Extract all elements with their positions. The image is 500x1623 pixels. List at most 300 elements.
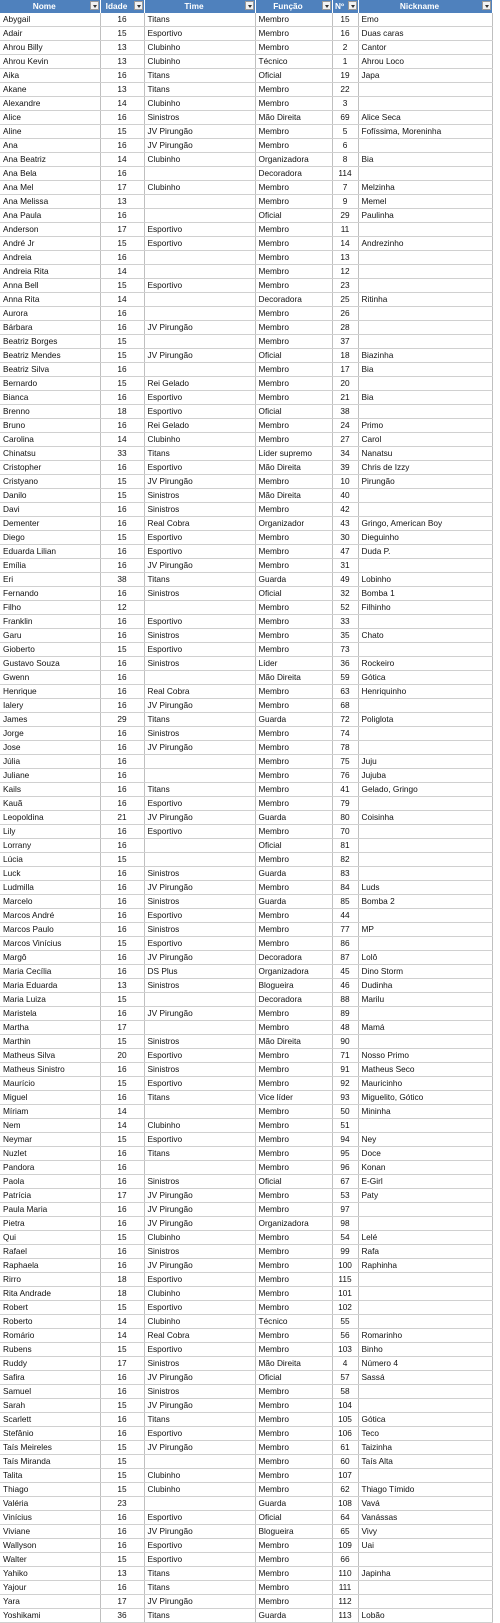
cell-numero[interactable]: 59 bbox=[332, 671, 358, 685]
cell-time[interactable]: Esportivo bbox=[144, 1343, 255, 1357]
cell-idade[interactable]: 15 bbox=[100, 335, 144, 349]
cell-funcao[interactable]: Membro bbox=[255, 265, 332, 279]
cell-time[interactable] bbox=[144, 209, 255, 223]
table-row[interactable] bbox=[0, 1427, 492, 1441]
cell-funcao[interactable]: Membro bbox=[255, 531, 332, 545]
cell-idade[interactable]: 16 bbox=[100, 1245, 144, 1259]
cell-nome[interactable]: Alice bbox=[0, 111, 100, 125]
cell-funcao[interactable]: Membro bbox=[255, 1105, 332, 1119]
cell-numero[interactable]: 29 bbox=[332, 209, 358, 223]
cell-funcao[interactable]: Mão Direita bbox=[255, 111, 332, 125]
cell-idade[interactable]: 15 bbox=[100, 1455, 144, 1469]
column-header-nickname[interactable]: Nickname bbox=[358, 0, 492, 13]
cell-idade[interactable]: 14 bbox=[100, 97, 144, 111]
cell-nickname[interactable] bbox=[358, 699, 492, 713]
cell-nickname[interactable]: Duda P. bbox=[358, 545, 492, 559]
cell-time[interactable]: JV Pirungão bbox=[144, 951, 255, 965]
cell-idade[interactable]: 14 bbox=[100, 1329, 144, 1343]
cell-funcao[interactable]: Membro bbox=[255, 1119, 332, 1133]
cell-nickname[interactable]: Ahrou Loco bbox=[358, 55, 492, 69]
cell-idade[interactable]: 15 bbox=[100, 1399, 144, 1413]
table-row[interactable] bbox=[0, 839, 492, 853]
cell-time[interactable]: JV Pirungão bbox=[144, 741, 255, 755]
cell-nickname[interactable]: Gótica bbox=[358, 671, 492, 685]
cell-funcao[interactable]: Membro bbox=[255, 881, 332, 895]
cell-numero[interactable]: 20 bbox=[332, 377, 358, 391]
cell-funcao[interactable]: Membro bbox=[255, 195, 332, 209]
cell-numero[interactable]: 97 bbox=[332, 1203, 358, 1217]
column-header-time[interactable]: Time bbox=[144, 0, 255, 13]
cell-time[interactable] bbox=[144, 839, 255, 853]
cell-time[interactable]: Sinistros bbox=[144, 1063, 255, 1077]
cell-nickname[interactable] bbox=[358, 909, 492, 923]
table-row[interactable] bbox=[0, 895, 492, 909]
cell-numero[interactable]: 55 bbox=[332, 1315, 358, 1329]
cell-numero[interactable]: 57 bbox=[332, 1371, 358, 1385]
cell-idade[interactable]: 16 bbox=[100, 895, 144, 909]
cell-funcao[interactable]: Membro bbox=[255, 503, 332, 517]
cell-nickname[interactable]: Gringo, American Boy bbox=[358, 517, 492, 531]
cell-time[interactable]: Titans bbox=[144, 69, 255, 83]
cell-nickname[interactable]: Nanatsu bbox=[358, 447, 492, 461]
table-row[interactable] bbox=[0, 181, 492, 195]
cell-idade[interactable]: 16 bbox=[100, 251, 144, 265]
cell-numero[interactable]: 68 bbox=[332, 699, 358, 713]
table-row[interactable] bbox=[0, 265, 492, 279]
cell-nome[interactable]: Carolina bbox=[0, 433, 100, 447]
cell-numero[interactable]: 60 bbox=[332, 1455, 358, 1469]
cell-nome[interactable]: Sarah bbox=[0, 1399, 100, 1413]
cell-funcao[interactable]: Membro bbox=[255, 419, 332, 433]
cell-numero[interactable]: 31 bbox=[332, 559, 358, 573]
table-row[interactable] bbox=[0, 1007, 492, 1021]
cell-nickname[interactable]: Primo bbox=[358, 419, 492, 433]
cell-nome[interactable]: Bianca bbox=[0, 391, 100, 405]
cell-time[interactable]: Esportivo bbox=[144, 1427, 255, 1441]
cell-nickname[interactable]: Rockeiro bbox=[358, 657, 492, 671]
cell-numero[interactable]: 104 bbox=[332, 1399, 358, 1413]
cell-idade[interactable]: 16 bbox=[100, 517, 144, 531]
table-row[interactable] bbox=[0, 1399, 492, 1413]
cell-idade[interactable]: 16 bbox=[100, 839, 144, 853]
table-row[interactable] bbox=[0, 755, 492, 769]
cell-idade[interactable]: 16 bbox=[100, 867, 144, 881]
cell-funcao[interactable]: Membro bbox=[255, 601, 332, 615]
cell-time[interactable]: Clubinho bbox=[144, 1231, 255, 1245]
cell-nickname[interactable] bbox=[358, 1203, 492, 1217]
table-row[interactable] bbox=[0, 713, 492, 727]
cell-time[interactable]: Esportivo bbox=[144, 279, 255, 293]
cell-nickname[interactable] bbox=[358, 1301, 492, 1315]
cell-funcao[interactable]: Membro bbox=[255, 475, 332, 489]
cell-idade[interactable]: 16 bbox=[100, 1203, 144, 1217]
table-row[interactable] bbox=[0, 475, 492, 489]
cell-time[interactable]: Clubinho bbox=[144, 97, 255, 111]
cell-numero[interactable]: 53 bbox=[332, 1189, 358, 1203]
cell-time[interactable]: Sinistros bbox=[144, 489, 255, 503]
cell-nickname[interactable]: Gelado, Gringo bbox=[358, 783, 492, 797]
cell-nickname[interactable]: Japinha bbox=[358, 1567, 492, 1581]
table-row[interactable] bbox=[0, 1147, 492, 1161]
cell-funcao[interactable]: Organizadora bbox=[255, 153, 332, 167]
cell-funcao[interactable]: Membro bbox=[255, 251, 332, 265]
cell-numero[interactable]: 19 bbox=[332, 69, 358, 83]
cell-funcao[interactable]: Membro bbox=[255, 1203, 332, 1217]
cell-nome[interactable]: Bárbara bbox=[0, 321, 100, 335]
cell-funcao[interactable]: Membro bbox=[255, 1133, 332, 1147]
cell-idade[interactable]: 33 bbox=[100, 447, 144, 461]
cell-nickname[interactable] bbox=[358, 223, 492, 237]
cell-nome[interactable]: Jose bbox=[0, 741, 100, 755]
cell-time[interactable] bbox=[144, 601, 255, 615]
cell-idade[interactable]: 16 bbox=[100, 783, 144, 797]
cell-nome[interactable]: Cristopher bbox=[0, 461, 100, 475]
cell-numero[interactable]: 41 bbox=[332, 783, 358, 797]
cell-funcao[interactable]: Mão Direita bbox=[255, 671, 332, 685]
cell-time[interactable]: Esportivo bbox=[144, 937, 255, 951]
cell-funcao[interactable]: Membro bbox=[255, 923, 332, 937]
cell-nickname[interactable]: Paty bbox=[358, 1189, 492, 1203]
cell-nickname[interactable]: Carol bbox=[358, 433, 492, 447]
cell-time[interactable]: Real Cobra bbox=[144, 1329, 255, 1343]
cell-time[interactable]: Esportivo bbox=[144, 545, 255, 559]
table-row[interactable] bbox=[0, 993, 492, 1007]
table-row[interactable] bbox=[0, 377, 492, 391]
table-row[interactable] bbox=[0, 251, 492, 265]
cell-time[interactable] bbox=[144, 993, 255, 1007]
cell-idade[interactable]: 17 bbox=[100, 223, 144, 237]
cell-time[interactable]: Esportivo bbox=[144, 909, 255, 923]
table-row[interactable] bbox=[0, 909, 492, 923]
cell-numero[interactable]: 44 bbox=[332, 909, 358, 923]
cell-idade[interactable]: 14 bbox=[100, 433, 144, 447]
table-row[interactable] bbox=[0, 587, 492, 601]
table-row[interactable] bbox=[0, 1329, 492, 1343]
cell-numero[interactable]: 2 bbox=[332, 41, 358, 55]
cell-nome[interactable]: Robert bbox=[0, 1301, 100, 1315]
table-row[interactable] bbox=[0, 699, 492, 713]
cell-time[interactable]: Sinistros bbox=[144, 867, 255, 881]
cell-nickname[interactable]: Jujuba bbox=[358, 769, 492, 783]
table-row[interactable] bbox=[0, 447, 492, 461]
cell-time[interactable]: Titans bbox=[144, 1581, 255, 1595]
cell-funcao[interactable]: Membro bbox=[255, 1595, 332, 1609]
table-row[interactable] bbox=[0, 307, 492, 321]
cell-nome[interactable]: Ana Melissa bbox=[0, 195, 100, 209]
table-row[interactable] bbox=[0, 433, 492, 447]
cell-time[interactable]: Titans bbox=[144, 13, 255, 27]
cell-nickname[interactable]: Gótica bbox=[358, 1413, 492, 1427]
cell-nome[interactable]: Walter bbox=[0, 1553, 100, 1567]
table-row[interactable] bbox=[0, 1091, 492, 1105]
cell-nome[interactable]: Akane bbox=[0, 83, 100, 97]
cell-funcao[interactable]: Membro bbox=[255, 1147, 332, 1161]
cell-nickname[interactable]: Número 4 bbox=[358, 1357, 492, 1371]
cell-nickname[interactable]: Juju bbox=[358, 755, 492, 769]
cell-numero[interactable]: 50 bbox=[332, 1105, 358, 1119]
cell-nome[interactable]: Beatriz Mendes bbox=[0, 349, 100, 363]
table-row[interactable] bbox=[0, 867, 492, 881]
cell-funcao[interactable]: Guarda bbox=[255, 573, 332, 587]
cell-nome[interactable]: Cristyano bbox=[0, 475, 100, 489]
cell-nome[interactable]: Kauã bbox=[0, 797, 100, 811]
cell-nickname[interactable] bbox=[358, 167, 492, 181]
cell-idade[interactable]: 16 bbox=[100, 1539, 144, 1553]
cell-numero[interactable]: 64 bbox=[332, 1511, 358, 1525]
cell-numero[interactable]: 83 bbox=[332, 867, 358, 881]
table-row[interactable] bbox=[0, 825, 492, 839]
cell-time[interactable]: Clubinho bbox=[144, 41, 255, 55]
cell-nome[interactable]: Ana Paula bbox=[0, 209, 100, 223]
cell-nome[interactable]: Neymar bbox=[0, 1133, 100, 1147]
cell-nickname[interactable]: Henriquinho bbox=[358, 685, 492, 699]
cell-nickname[interactable]: Melzinha bbox=[358, 181, 492, 195]
cell-nickname[interactable]: Coisinha bbox=[358, 811, 492, 825]
cell-nome[interactable]: Anna Bell bbox=[0, 279, 100, 293]
cell-time[interactable]: Esportivo bbox=[144, 223, 255, 237]
cell-nickname[interactable] bbox=[358, 727, 492, 741]
cell-time[interactable]: JV Pirungão bbox=[144, 1217, 255, 1231]
table-row[interactable] bbox=[0, 1301, 492, 1315]
cell-time[interactable] bbox=[144, 671, 255, 685]
cell-nickname[interactable]: MP bbox=[358, 923, 492, 937]
cell-nickname[interactable]: Dino Storm bbox=[358, 965, 492, 979]
cell-funcao[interactable]: Oficial bbox=[255, 69, 332, 83]
cell-time[interactable]: Rei Gelado bbox=[144, 377, 255, 391]
table-row[interactable] bbox=[0, 853, 492, 867]
cell-idade[interactable]: 18 bbox=[100, 1287, 144, 1301]
cell-idade[interactable]: 16 bbox=[100, 307, 144, 321]
cell-nome[interactable]: Valéria bbox=[0, 1497, 100, 1511]
cell-funcao[interactable]: Membro bbox=[255, 699, 332, 713]
cell-nickname[interactable] bbox=[358, 489, 492, 503]
cell-idade[interactable]: 16 bbox=[100, 741, 144, 755]
cell-numero[interactable]: 43 bbox=[332, 517, 358, 531]
cell-numero[interactable]: 113 bbox=[332, 1609, 358, 1623]
cell-funcao[interactable]: Membro bbox=[255, 643, 332, 657]
table-row[interactable] bbox=[0, 727, 492, 741]
table-row[interactable] bbox=[0, 615, 492, 629]
cell-nome[interactable]: Pietra bbox=[0, 1217, 100, 1231]
cell-nome[interactable]: André Jr bbox=[0, 237, 100, 251]
cell-idade[interactable]: 16 bbox=[100, 1007, 144, 1021]
table-row[interactable] bbox=[0, 923, 492, 937]
cell-numero[interactable]: 28 bbox=[332, 321, 358, 335]
table-row[interactable] bbox=[0, 1175, 492, 1189]
cell-nome[interactable]: Aline bbox=[0, 125, 100, 139]
cell-time[interactable]: Sinistros bbox=[144, 629, 255, 643]
cell-funcao[interactable]: Membro bbox=[255, 1077, 332, 1091]
table-row[interactable] bbox=[0, 1413, 492, 1427]
cell-funcao[interactable]: Membro bbox=[255, 223, 332, 237]
cell-nome[interactable]: Yara bbox=[0, 1595, 100, 1609]
cell-numero[interactable]: 95 bbox=[332, 1147, 358, 1161]
cell-numero[interactable]: 86 bbox=[332, 937, 358, 951]
cell-idade[interactable]: 16 bbox=[100, 1525, 144, 1539]
cell-numero[interactable]: 5 bbox=[332, 125, 358, 139]
cell-funcao[interactable]: Membro bbox=[255, 937, 332, 951]
table-row[interactable] bbox=[0, 1609, 492, 1623]
cell-nome[interactable]: Paula Maria bbox=[0, 1203, 100, 1217]
cell-funcao[interactable]: Membro bbox=[255, 629, 332, 643]
cell-funcao[interactable]: Membro bbox=[255, 1259, 332, 1273]
cell-time[interactable]: JV Pirungão bbox=[144, 699, 255, 713]
table-row[interactable] bbox=[0, 1021, 492, 1035]
cell-funcao[interactable]: Vice líder bbox=[255, 1091, 332, 1105]
cell-nickname[interactable]: Emo bbox=[358, 13, 492, 27]
table-row[interactable] bbox=[0, 965, 492, 979]
cell-time[interactable]: Titans bbox=[144, 447, 255, 461]
column-header-numero[interactable]: Nº bbox=[332, 0, 358, 13]
table-row[interactable] bbox=[0, 97, 492, 111]
table-row[interactable] bbox=[0, 1497, 492, 1511]
cell-funcao[interactable]: Membro bbox=[255, 797, 332, 811]
cell-time[interactable]: Sinistros bbox=[144, 727, 255, 741]
cell-nickname[interactable]: Paulinha bbox=[358, 209, 492, 223]
cell-nome[interactable]: Maria Cecília bbox=[0, 965, 100, 979]
table-row[interactable] bbox=[0, 195, 492, 209]
cell-time[interactable]: Esportivo bbox=[144, 1049, 255, 1063]
cell-idade[interactable]: 16 bbox=[100, 587, 144, 601]
cell-idade[interactable]: 16 bbox=[100, 1427, 144, 1441]
cell-time[interactable]: Esportivo bbox=[144, 615, 255, 629]
cell-funcao[interactable]: Oficial bbox=[255, 587, 332, 601]
cell-time[interactable]: Sinistros bbox=[144, 1175, 255, 1189]
cell-idade[interactable]: 13 bbox=[100, 41, 144, 55]
cell-funcao[interactable]: Membro bbox=[255, 615, 332, 629]
cell-nome[interactable]: Gwenn bbox=[0, 671, 100, 685]
cell-nome[interactable]: Margô bbox=[0, 951, 100, 965]
cell-funcao[interactable]: Membro bbox=[255, 1049, 332, 1063]
table-row[interactable] bbox=[0, 293, 492, 307]
cell-time[interactable]: Esportivo bbox=[144, 1077, 255, 1091]
cell-nickname[interactable] bbox=[358, 307, 492, 321]
cell-funcao[interactable]: Organizadora bbox=[255, 1217, 332, 1231]
cell-time[interactable]: Sinistros bbox=[144, 1245, 255, 1259]
cell-numero[interactable]: 72 bbox=[332, 713, 358, 727]
cell-nome[interactable]: Ruddy bbox=[0, 1357, 100, 1371]
cell-funcao[interactable]: Membro bbox=[255, 1273, 332, 1287]
cell-nickname[interactable]: Lolô bbox=[358, 951, 492, 965]
cell-nickname[interactable]: Thiago Tímido bbox=[358, 1483, 492, 1497]
table-row[interactable] bbox=[0, 1245, 492, 1259]
cell-numero[interactable]: 46 bbox=[332, 979, 358, 993]
cell-idade[interactable]: 18 bbox=[100, 1273, 144, 1287]
cell-nome[interactable]: Andreia Rita bbox=[0, 265, 100, 279]
cell-numero[interactable]: 74 bbox=[332, 727, 358, 741]
cell-funcao[interactable]: Oficial bbox=[255, 1175, 332, 1189]
cell-idade[interactable]: 15 bbox=[100, 853, 144, 867]
cell-nome[interactable]: Thiago bbox=[0, 1483, 100, 1497]
cell-idade[interactable]: 16 bbox=[100, 1147, 144, 1161]
cell-numero[interactable]: 92 bbox=[332, 1077, 358, 1091]
cell-idade[interactable]: 14 bbox=[100, 1315, 144, 1329]
cell-nome[interactable]: Brenno bbox=[0, 405, 100, 419]
table-row[interactable] bbox=[0, 1287, 492, 1301]
cell-nome[interactable]: Qui bbox=[0, 1231, 100, 1245]
cell-nome[interactable]: Míriam bbox=[0, 1105, 100, 1119]
cell-nickname[interactable]: Ritinha bbox=[358, 293, 492, 307]
cell-time[interactable] bbox=[144, 1105, 255, 1119]
cell-numero[interactable]: 84 bbox=[332, 881, 358, 895]
cell-nome[interactable]: Eduarda Lilian bbox=[0, 545, 100, 559]
cell-time[interactable]: JV Pirungão bbox=[144, 559, 255, 573]
cell-funcao[interactable]: Membro bbox=[255, 377, 332, 391]
cell-nickname[interactable]: Duas caras bbox=[358, 27, 492, 41]
table-row[interactable] bbox=[0, 1203, 492, 1217]
table-row[interactable] bbox=[0, 1119, 492, 1133]
cell-funcao[interactable]: Guarda bbox=[255, 895, 332, 909]
cell-nome[interactable]: Ahrou Billy bbox=[0, 41, 100, 55]
cell-numero[interactable]: 114 bbox=[332, 167, 358, 181]
cell-numero[interactable]: 101 bbox=[332, 1287, 358, 1301]
cell-funcao[interactable]: Membro bbox=[255, 1581, 332, 1595]
cell-time[interactable] bbox=[144, 853, 255, 867]
cell-nickname[interactable]: Rafa bbox=[358, 1245, 492, 1259]
cell-time[interactable]: JV Pirungão bbox=[144, 321, 255, 335]
cell-nickname[interactable]: Nosso Primo bbox=[358, 1049, 492, 1063]
filter-dropdown-icon[interactable] bbox=[322, 1, 331, 10]
cell-time[interactable]: JV Pirungão bbox=[144, 1203, 255, 1217]
table-row[interactable] bbox=[0, 1511, 492, 1525]
cell-idade[interactable]: 16 bbox=[100, 629, 144, 643]
cell-funcao[interactable]: Oficial bbox=[255, 405, 332, 419]
cell-nome[interactable]: Franklin bbox=[0, 615, 100, 629]
table-row[interactable] bbox=[0, 223, 492, 237]
cell-numero[interactable]: 81 bbox=[332, 839, 358, 853]
cell-funcao[interactable]: Membro bbox=[255, 825, 332, 839]
cell-idade[interactable]: 16 bbox=[100, 951, 144, 965]
cell-numero[interactable]: 63 bbox=[332, 685, 358, 699]
cell-idade[interactable]: 16 bbox=[100, 965, 144, 979]
cell-numero[interactable]: 61 bbox=[332, 1441, 358, 1455]
table-row[interactable] bbox=[0, 671, 492, 685]
cell-nome[interactable]: Paola bbox=[0, 1175, 100, 1189]
cell-numero[interactable]: 7 bbox=[332, 181, 358, 195]
cell-idade[interactable]: 23 bbox=[100, 1497, 144, 1511]
cell-numero[interactable]: 33 bbox=[332, 615, 358, 629]
cell-idade[interactable]: 15 bbox=[100, 237, 144, 251]
table-row[interactable] bbox=[0, 111, 492, 125]
cell-nickname[interactable]: Vavá bbox=[358, 1497, 492, 1511]
filter-dropdown-icon[interactable] bbox=[245, 1, 254, 10]
cell-idade[interactable]: 15 bbox=[100, 377, 144, 391]
cell-idade[interactable]: 16 bbox=[100, 419, 144, 433]
cell-nickname[interactable]: Taizinha bbox=[358, 1441, 492, 1455]
cell-numero[interactable]: 1 bbox=[332, 55, 358, 69]
cell-nickname[interactable] bbox=[358, 643, 492, 657]
cell-funcao[interactable]: Oficial bbox=[255, 1371, 332, 1385]
cell-funcao[interactable]: Membro bbox=[255, 139, 332, 153]
cell-idade[interactable]: 17 bbox=[100, 1021, 144, 1035]
cell-funcao[interactable]: Membro bbox=[255, 363, 332, 377]
filter-dropdown-icon[interactable] bbox=[348, 1, 357, 10]
cell-funcao[interactable]: Membro bbox=[255, 1399, 332, 1413]
cell-nickname[interactable] bbox=[358, 1385, 492, 1399]
cell-idade[interactable]: 16 bbox=[100, 1259, 144, 1273]
cell-nome[interactable]: Alexandre bbox=[0, 97, 100, 111]
cell-idade[interactable]: 16 bbox=[100, 545, 144, 559]
cell-nome[interactable]: Abygail bbox=[0, 13, 100, 27]
table-row[interactable] bbox=[0, 1441, 492, 1455]
cell-funcao[interactable]: Membro bbox=[255, 1427, 332, 1441]
cell-nickname[interactable]: Luds bbox=[358, 881, 492, 895]
cell-idade[interactable]: 16 bbox=[100, 167, 144, 181]
cell-idade[interactable]: 15 bbox=[100, 475, 144, 489]
table-row[interactable] bbox=[0, 1343, 492, 1357]
cell-funcao[interactable]: Oficial bbox=[255, 209, 332, 223]
cell-nome[interactable]: Davi bbox=[0, 503, 100, 517]
